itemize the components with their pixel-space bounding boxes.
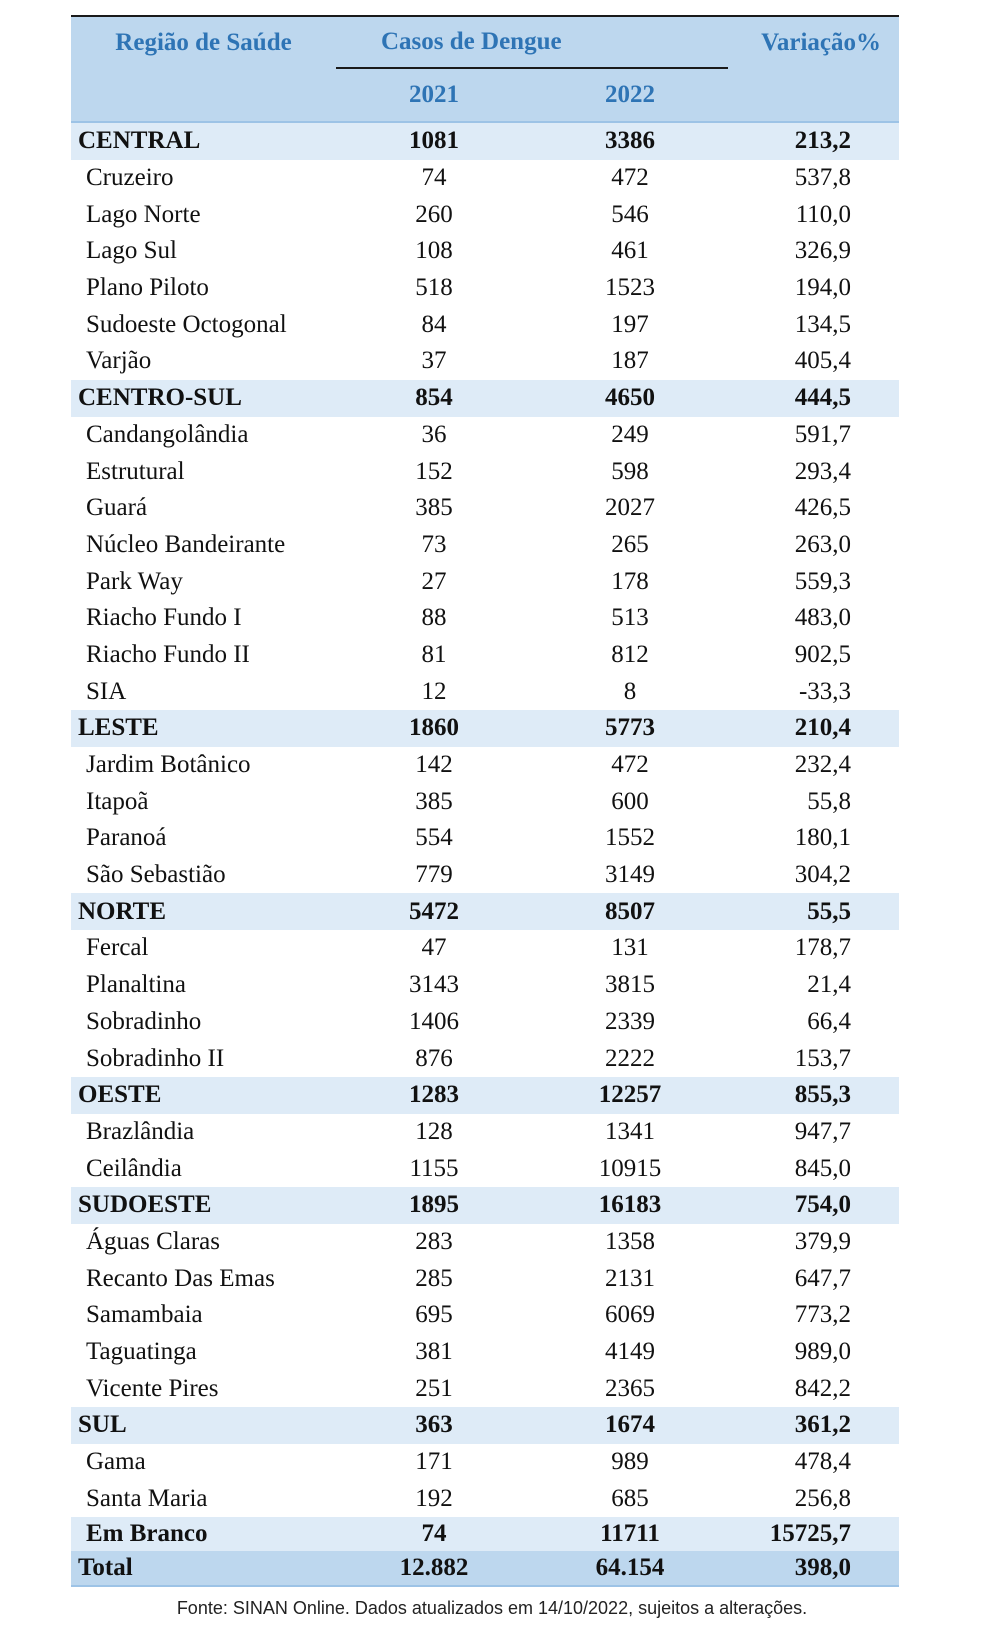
cell-2022: 2222 <box>605 1044 655 1072</box>
cell-name: Total <box>71 1551 336 1586</box>
cell-2021: 12.882 <box>336 1551 532 1586</box>
cell-2021: 3143 <box>409 971 459 999</box>
cell-name: Santa Maria <box>86 1484 208 1512</box>
blank-row <box>71 1517 899 1551</box>
cell-2021: 73 <box>421 530 447 558</box>
cell-name: NORTE <box>71 893 336 930</box>
subregion-row <box>71 637 899 674</box>
cell-variation: 405,4 <box>794 347 852 375</box>
cell-variation: 947,7 <box>794 1117 852 1145</box>
subregion-row <box>71 1444 899 1481</box>
cell-2022: 8507 <box>532 893 728 930</box>
subregion-row <box>71 563 899 600</box>
cell-2022: 3386 <box>532 122 728 160</box>
cell-2021: 260 <box>415 200 453 228</box>
cell-2022: 187 <box>611 347 649 375</box>
cell-2022: 10915 <box>598 1154 662 1182</box>
subregion-row <box>71 820 899 857</box>
subregion-row <box>71 747 899 784</box>
cell-2022: 2027 <box>605 494 655 522</box>
cell-2021: 37 <box>421 347 447 375</box>
cell-2021: 108 <box>415 237 453 265</box>
subregion-row <box>71 1370 899 1407</box>
subregion-row <box>71 1040 899 1077</box>
subregion-row <box>71 1334 899 1371</box>
cell-name: SUDOESTE <box>71 1187 336 1224</box>
cell-variation: 304,2 <box>794 861 852 889</box>
cell-2022: 16183 <box>532 1187 728 1224</box>
cell-2021: 381 <box>415 1338 453 1366</box>
cell-name: Em Branco <box>71 1517 336 1551</box>
cell-2022: 265 <box>611 530 649 558</box>
cell-name: Park Way <box>86 567 183 595</box>
cell-name: Planaltina <box>86 971 186 999</box>
source-footnote: Fonte: SINAN Online. Dados atualizados em 14/10/2022, sujeitos a alterações. <box>176 1598 808 1618</box>
cell-name: Lago Sul <box>86 237 177 265</box>
header-cases: Casos de Dengue <box>336 16 728 68</box>
cell-2022: 12257 <box>532 1077 728 1114</box>
cell-2022: 131 <box>611 934 649 962</box>
subregion-row <box>71 930 899 967</box>
cell-name: Riacho Fundo II <box>86 640 250 668</box>
cell-2022: 11711 <box>532 1517 728 1551</box>
cell-2021: 128 <box>415 1117 453 1145</box>
cell-variation: 180,1 <box>794 824 852 852</box>
table-header <box>71 16 899 122</box>
subregion-row <box>71 160 899 197</box>
cell-variation: 232,4 <box>794 751 852 779</box>
cell-2022: 2131 <box>605 1264 655 1292</box>
cell-variation: 902,5 <box>794 640 852 668</box>
cell-2021: 84 <box>421 310 447 338</box>
subregion-row <box>71 600 899 637</box>
cell-2021: 12 <box>421 677 447 705</box>
cell-name: Lago Norte <box>86 200 201 228</box>
subregion-row <box>71 306 899 343</box>
cell-2021: 854 <box>336 380 532 417</box>
subregion-row <box>71 1004 899 1041</box>
cell-2021: 152 <box>415 457 453 485</box>
cell-2022: 1358 <box>605 1227 655 1255</box>
cell-2022: 2365 <box>605 1374 655 1402</box>
cell-2022: 1674 <box>532 1407 728 1444</box>
cell-name: Ceilândia <box>86 1154 182 1182</box>
cell-2022: 2339 <box>605 1007 655 1035</box>
region-row <box>71 1077 899 1114</box>
subregion-row <box>71 1224 899 1261</box>
region-row <box>71 1187 899 1224</box>
region-row <box>71 1407 899 1444</box>
cell-variation: 194,0 <box>794 274 852 302</box>
cell-variation: 256,8 <box>794 1484 852 1512</box>
cell-2022: 513 <box>611 604 649 632</box>
header-variation-blank <box>728 68 899 122</box>
cell-variation: 55,5 <box>728 893 899 930</box>
cell-name: Guará <box>86 494 148 522</box>
cell-variation: 398,0 <box>728 1551 899 1586</box>
cell-2022: 812 <box>611 640 649 668</box>
cell-2021: 171 <box>415 1448 453 1476</box>
cell-variation: 478,4 <box>794 1448 852 1476</box>
subregion-row <box>71 857 899 894</box>
subregion-row <box>71 967 899 1004</box>
cell-variation: 855,3 <box>728 1077 899 1114</box>
cell-variation: 15725,7 <box>728 1517 899 1551</box>
cell-2022: 546 <box>611 200 649 228</box>
cell-2021: 74 <box>336 1517 532 1551</box>
region-row <box>71 893 899 930</box>
cell-name: Sobradinho <box>86 1007 202 1035</box>
cell-name: Sudoeste Octogonal <box>86 310 287 338</box>
subregion-row <box>71 1480 899 1517</box>
cell-variation: 178,7 <box>794 934 852 962</box>
cell-2021: 285 <box>415 1264 453 1292</box>
cell-name: Riacho Fundo I <box>86 604 242 632</box>
subregion-row <box>71 233 899 270</box>
cell-name: Plano Piloto <box>86 274 209 302</box>
cell-2022: 197 <box>611 310 649 338</box>
cell-2022: 3815 <box>605 971 655 999</box>
cell-2021: 695 <box>415 1301 453 1329</box>
cell-variation: 845,0 <box>794 1154 852 1182</box>
total-row <box>71 1551 899 1586</box>
cell-2021: 1283 <box>336 1077 532 1114</box>
cell-variation: 263,0 <box>794 530 852 558</box>
cell-2021: 876 <box>415 1044 453 1072</box>
cell-2021: 74 <box>421 164 447 192</box>
cell-2021: 142 <box>415 751 453 779</box>
cell-variation: 21,4 <box>807 971 852 999</box>
cell-name: Paranoá <box>86 824 167 852</box>
cell-name: Varjão <box>86 347 152 375</box>
cell-2021: 779 <box>415 861 453 889</box>
region-row <box>71 710 899 747</box>
cell-2022: 5773 <box>532 710 728 747</box>
cell-2022: 249 <box>611 420 649 448</box>
cell-name: Águas Claras <box>86 1227 220 1255</box>
cell-variation: 326,9 <box>794 237 852 265</box>
cell-name: Jardim Botânico <box>86 751 251 779</box>
cell-2021: 385 <box>415 494 453 522</box>
header-year-2021: 2021 <box>336 68 532 122</box>
table-body <box>71 122 899 1586</box>
subregion-row <box>71 343 899 380</box>
subregion-row <box>71 1260 899 1297</box>
cell-variation: 842,2 <box>794 1374 852 1402</box>
cell-2021: 1081 <box>336 122 532 160</box>
cell-2022: 4650 <box>532 380 728 417</box>
dengue-table-container <box>71 15 899 1587</box>
cell-variation: 754,0 <box>728 1187 899 1224</box>
cell-name: Sobradinho II <box>86 1044 225 1072</box>
cell-2021: 385 <box>415 787 453 815</box>
cell-2021: 251 <box>415 1374 453 1402</box>
cell-variation: 379,9 <box>794 1227 852 1255</box>
subregion-row <box>71 1150 899 1187</box>
cell-variation: 293,4 <box>794 457 852 485</box>
cell-name: Gama <box>86 1448 146 1476</box>
cell-variation: 559,3 <box>794 567 852 595</box>
cell-name: Candangolândia <box>86 420 249 448</box>
cell-2022: 1552 <box>605 824 655 852</box>
cell-variation: 483,0 <box>794 604 852 632</box>
cell-2021: 192 <box>415 1484 453 1512</box>
cell-name: Fercal <box>86 934 149 962</box>
cell-2021: 5472 <box>336 893 532 930</box>
cell-name: São Sebastião <box>86 861 226 889</box>
header-region-blank <box>71 68 336 122</box>
subregion-row <box>71 1297 899 1334</box>
cell-variation: -33,3 <box>798 677 852 705</box>
cell-variation: 110,0 <box>795 200 852 228</box>
cell-name: SUL <box>71 1407 336 1444</box>
cell-2022: 1341 <box>605 1117 655 1145</box>
cell-variation: 647,7 <box>794 1264 852 1292</box>
cell-2022: 685 <box>611 1484 649 1512</box>
cell-2022: 8 <box>623 677 637 705</box>
cell-2022: 989 <box>611 1448 649 1476</box>
cell-variation: 210,4 <box>728 710 899 747</box>
cell-name: SIA <box>86 677 127 705</box>
cell-2022: 178 <box>611 567 649 595</box>
cell-variation: 773,2 <box>794 1301 852 1329</box>
cell-2022: 472 <box>611 751 649 779</box>
cell-2021: 81 <box>421 640 447 668</box>
subregion-row <box>71 1114 899 1151</box>
cell-2022: 600 <box>611 787 649 815</box>
cell-2022: 598 <box>611 457 649 485</box>
header-region: Região de Saúde <box>71 16 336 68</box>
cell-variation: 537,8 <box>794 164 852 192</box>
cell-2022: 6069 <box>605 1301 655 1329</box>
cell-variation: 213,2 <box>728 122 899 160</box>
cell-2021: 1895 <box>336 1187 532 1224</box>
cell-name: Itapoã <box>86 787 149 815</box>
cell-2021: 36 <box>421 420 447 448</box>
cell-variation: 153,7 <box>794 1044 852 1072</box>
cell-2022: 472 <box>611 164 649 192</box>
cell-variation: 66,4 <box>807 1007 852 1035</box>
cell-2021: 27 <box>421 567 447 595</box>
cell-name: Samambaia <box>86 1301 203 1329</box>
cell-2022: 461 <box>611 237 649 265</box>
cell-name: CENTRAL <box>71 122 336 160</box>
cell-variation: 55,8 <box>807 787 852 815</box>
cell-2021: 1406 <box>409 1007 459 1035</box>
subregion-row <box>71 490 899 527</box>
cell-name: LESTE <box>71 710 336 747</box>
cell-variation: 361,2 <box>728 1407 899 1444</box>
cell-variation: 426,5 <box>794 494 852 522</box>
subregion-row <box>71 527 899 564</box>
subregion-row <box>71 417 899 454</box>
cell-2022: 64.154 <box>532 1551 728 1586</box>
cell-2021: 88 <box>421 604 447 632</box>
region-row <box>71 380 899 417</box>
cell-2022: 4149 <box>605 1338 655 1366</box>
subregion-row <box>71 196 899 233</box>
subregion-row <box>71 783 899 820</box>
header-year-2022: 2022 <box>532 68 728 122</box>
cell-2022: 1523 <box>605 274 655 302</box>
cell-variation: 444,5 <box>728 380 899 417</box>
cell-name: Vicente Pires <box>86 1374 219 1402</box>
dengue-cases-table <box>71 15 899 1587</box>
cell-name: Taguatinga <box>86 1338 197 1366</box>
subregion-row <box>71 673 899 710</box>
cell-2021: 363 <box>336 1407 532 1444</box>
cell-2021: 1860 <box>336 710 532 747</box>
cell-name: OESTE <box>71 1077 336 1114</box>
cell-2021: 283 <box>415 1227 453 1255</box>
cell-2021: 518 <box>415 274 453 302</box>
cell-name: Núcleo Bandeirante <box>86 530 286 558</box>
header-variation: Variação% <box>728 16 899 68</box>
cell-variation: 989,0 <box>794 1338 852 1366</box>
cell-2021: 1155 <box>409 1154 459 1182</box>
cell-name: Recanto Das Emas <box>86 1264 275 1292</box>
cell-name: Cruzeiro <box>86 164 174 192</box>
cell-variation: 134,5 <box>794 310 852 338</box>
cell-2021: 554 <box>415 824 453 852</box>
subregion-row <box>71 453 899 490</box>
region-row <box>71 122 899 160</box>
cell-name: CENTRO-SUL <box>71 380 336 417</box>
cell-variation: 591,7 <box>794 420 852 448</box>
cell-2022: 3149 <box>605 861 655 889</box>
subregion-row <box>71 270 899 307</box>
cell-name: Estrutural <box>86 457 185 485</box>
cell-name: Brazlândia <box>86 1117 195 1145</box>
cell-2021: 47 <box>421 934 447 962</box>
